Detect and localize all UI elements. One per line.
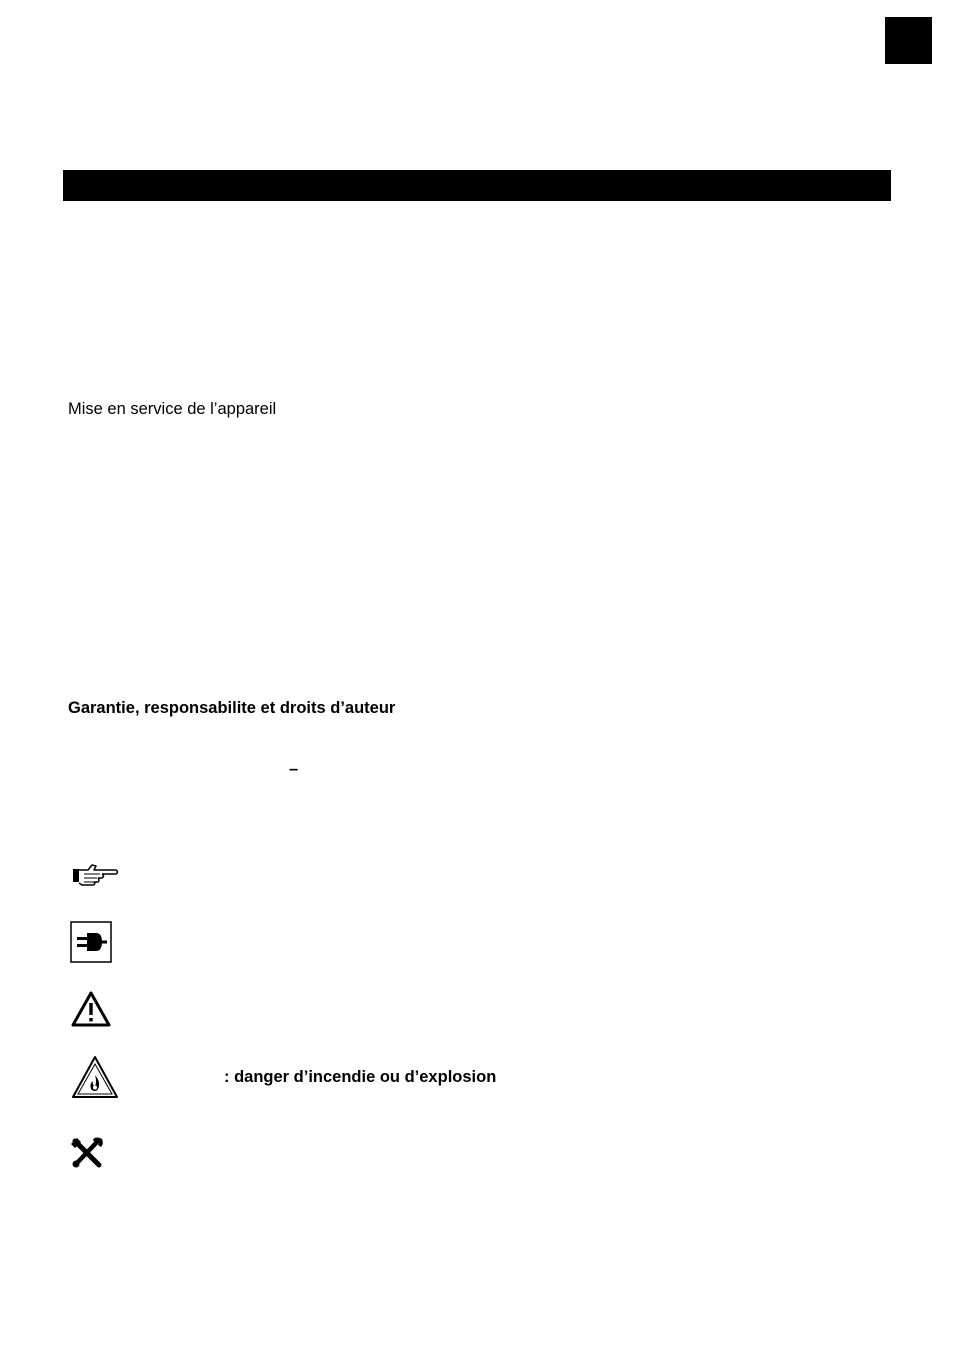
commissioning-text: Mise en service de l’appareil	[68, 400, 277, 418]
section-title-bar	[63, 170, 891, 201]
fire-hazard-label: : danger d’incendie ou d’explosion	[224, 1068, 497, 1086]
dash-mark: –	[289, 760, 299, 778]
tools-icon	[69, 1137, 105, 1169]
language-tab	[885, 17, 932, 64]
plug-icon	[70, 921, 112, 963]
warranty-heading: Garantie, responsabilite et droits d’auteur	[68, 699, 396, 717]
pointing-hand-icon	[72, 862, 120, 888]
fire-hazard-icon	[71, 1055, 119, 1099]
warning-triangle-icon	[71, 991, 111, 1027]
